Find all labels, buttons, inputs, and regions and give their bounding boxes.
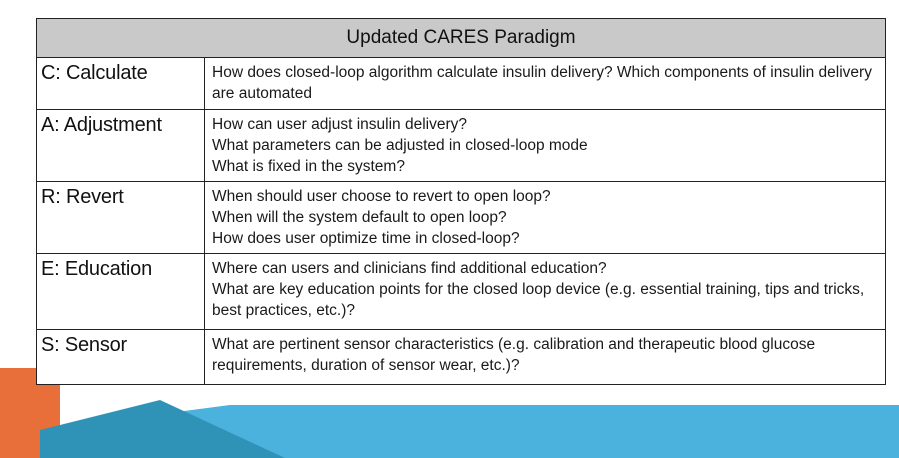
- description-line: How can user adjust insulin delivery?: [212, 116, 468, 133]
- row-description-calculate: [205, 58, 886, 110]
- row-label-education: E: Education: [37, 254, 205, 330]
- description-line: How does user optimize time in closed-loop?: [212, 230, 520, 247]
- description-line: Where can users and clinicians find additional education?: [212, 260, 607, 277]
- description-line: How does closed-loop algorithm calculate insulin delivery? Which components of insulin delivery are automated: [212, 64, 872, 102]
- row-description-adjustment: [205, 110, 886, 182]
- row-label-adjustment: A: Adjustment: [37, 110, 205, 182]
- table-row-calculate: [37, 58, 886, 110]
- description-line: What are pertinent sensor characteristics (e.g. calibration and therapeutic blood glucose requirements, duration of sensor wear, etc.)?: [212, 336, 816, 374]
- table-header-row: [37, 19, 886, 58]
- row-description-revert: [205, 182, 886, 254]
- description-line: When will the system default to open loop?: [212, 209, 507, 226]
- row-description-education: [205, 254, 886, 330]
- description-line: What parameters can be adjusted in closed-loop mode: [212, 137, 588, 154]
- description-line: When should user choose to revert to open loop?: [212, 188, 551, 205]
- table-row-revert: [37, 182, 886, 254]
- table-row-education: [37, 254, 886, 330]
- row-label-calculate: C: Calculate: [37, 58, 205, 110]
- table-row-sensor: [37, 330, 886, 385]
- cares-paradigm-table: [36, 18, 886, 385]
- table-title: Updated CARES Paradigm: [37, 19, 886, 58]
- row-label-sensor: S: Sensor: [37, 330, 205, 385]
- cares-table-container: [36, 18, 886, 385]
- table-row-adjustment: [37, 110, 886, 182]
- description-line: What are key education points for the closed loop device (e.g. essential training, tips and tricks, best practices, etc.)?: [212, 281, 865, 319]
- description-line: What is fixed in the system?: [212, 158, 405, 175]
- row-description-sensor: [205, 330, 886, 385]
- row-label-revert: R: Revert: [37, 182, 205, 254]
